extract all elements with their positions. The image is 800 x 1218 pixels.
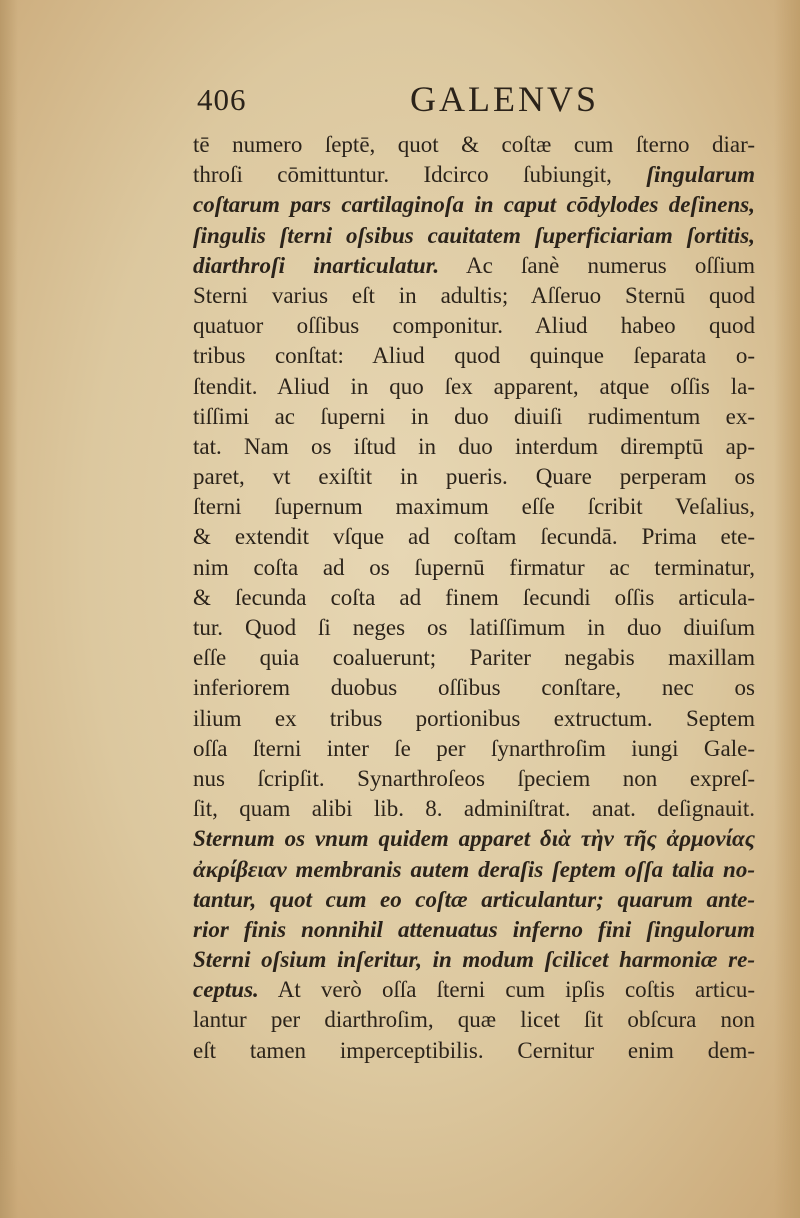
roman-segment: ſit, quam alibi lib. 8. adminiſtrat. anat. deſignauit.: [193, 796, 755, 822]
italic-segment: coſtarum pars cartilaginoſa in caput cōdylodes deſinens,: [193, 192, 755, 218]
text-line: [193, 704, 755, 734]
text-line: [193, 432, 755, 462]
italic-segment: ſingulis ſterni oſsibus cauitatem ſuperficiariam ſortitis,: [193, 222, 755, 248]
roman-segment: eſt tamen imperceptibilis. Cernitur enim dem-: [193, 1037, 755, 1063]
text-line: [193, 341, 755, 371]
text-line: [193, 975, 755, 1005]
roman-segment: tē numero ſeptē, quot & coſtæ cum ſterno diar-: [193, 132, 755, 157]
italic-segment: ſingularum: [646, 162, 755, 188]
text-line: [193, 160, 755, 190]
roman-segment: lantur per diarthroſim, quæ licet ſit obſcura non: [193, 1007, 755, 1033]
roman-segment: nus ſcripſit. Synarthroſeos ſpeciem non expreſ-: [193, 765, 755, 791]
roman-segment: quatuor oſſibus componitur. Aliud habeo quod: [193, 313, 755, 339]
roman-segment: ilium ex tribus portionibus extructum. Septem: [193, 705, 755, 731]
text-line: [193, 945, 755, 975]
text-line: [193, 372, 755, 402]
text-line: [193, 522, 755, 552]
body-text: [193, 130, 755, 1066]
text-line: [193, 492, 755, 522]
italic-segment: ἀκρίβειαν membranis autem deraſis ſeptem oſſa talia no-: [193, 856, 755, 882]
italic-segment: rior finis nonnihil attenuatus inferno fini ſingulorum: [193, 916, 755, 942]
roman-segment: paret, vt exiſtit in pueris. Quare perperam os: [193, 464, 755, 490]
text-line: [193, 130, 755, 160]
roman-segment: tat. Nam os iſtud in duo interdum diremptū ap-: [193, 433, 755, 459]
roman-segment: tribus conſtat: Aliud quod quinque ſeparata o-: [193, 343, 755, 369]
running-head: GALENVS: [410, 79, 599, 119]
text-line: [193, 643, 755, 673]
text-line: [193, 885, 755, 915]
roman-segment: & extendit vſque ad coſtam ſecundā. Prima ete-: [193, 524, 755, 550]
roman-segment: & ſecunda coſta ad finem ſecundi oſſis articula-: [193, 584, 755, 610]
text-line: [193, 764, 755, 794]
text-line: [193, 1005, 755, 1035]
text-line: [193, 1036, 755, 1066]
italic-segment: diarthroſi inarticulatur.: [193, 252, 440, 278]
text-line: [193, 855, 755, 885]
roman-segment: ſtendit. Aliud in quo ſex apparent, atque oſſis la-: [193, 373, 755, 399]
roman-segment: ſterni ſupernum maximum eſſe ſcribit Veſalius,: [193, 494, 755, 520]
roman-segment: throſi cōmittuntur. Idcirco ſubiungit,: [193, 162, 647, 188]
text-line: [193, 190, 755, 220]
roman-segment: tiſſimi ac ſuperni in duo diuiſi rudimentum ex-: [193, 403, 755, 429]
text-line: [193, 402, 755, 432]
text-line: [193, 734, 755, 764]
roman-segment: tur. Quod ſi neges os latiſſimum in duo diuiſum: [193, 615, 755, 640]
italic-segment: Sterni oſsium inſeritur, in modum ſcilicet harmoniæ re-: [193, 947, 755, 973]
page-header: [197, 78, 597, 122]
text-line: [193, 824, 755, 854]
roman-segment: Ac ſanè numerus oſſium: [439, 252, 755, 278]
text-line: [193, 311, 755, 341]
roman-segment: Sterni varius eſt in adultis; Aſſeruo Sternū quod: [193, 282, 755, 308]
italic-segment: Sternum os vnum quidem apparet διὰ τὴν τῆς ἀρμονίας: [193, 826, 755, 852]
roman-segment: oſſa ſterni inter ſe per ſynarthroſim iungi Gale-: [193, 735, 755, 761]
text-line: [193, 462, 755, 492]
roman-segment: eſſe quia coaluerunt; Pariter negabis maxillam: [193, 645, 755, 671]
text-line: [193, 915, 755, 945]
text-line: [193, 221, 755, 251]
text-line: [193, 613, 755, 643]
text-line: [193, 583, 755, 613]
italic-segment: tantur, quot cum eo coſtæ articulantur; quarum ante-: [193, 886, 755, 912]
italic-segment: ceptus.: [193, 977, 259, 1003]
roman-segment: At verò oſſa ſterni cum ipſis coſtis articu-: [258, 977, 755, 1003]
roman-segment: nim coſta ad os ſupernū firmatur ac terminatur,: [193, 554, 755, 580]
page-number: 406: [197, 82, 247, 117]
text-line: [193, 553, 755, 583]
text-line: [193, 794, 755, 824]
text-line: [193, 251, 755, 281]
text-line: [193, 281, 755, 311]
roman-segment: inferiorem duobus oſſibus conſtare, nec os: [193, 675, 755, 701]
text-line: [193, 673, 755, 703]
